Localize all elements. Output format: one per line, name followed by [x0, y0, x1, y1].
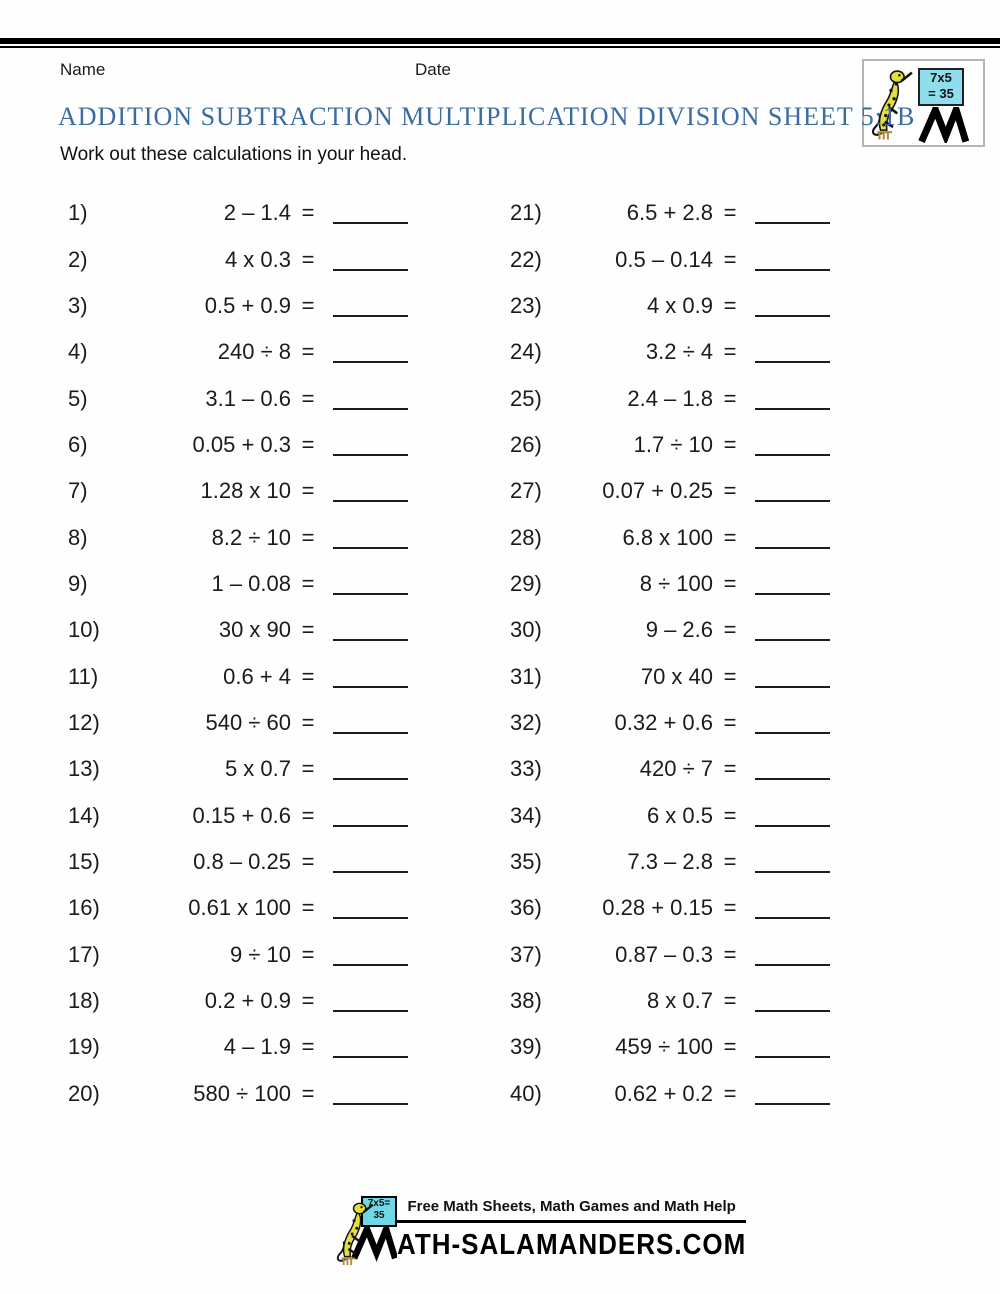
- equals-sign: =: [301, 1080, 315, 1106]
- answer-blank: [755, 408, 830, 410]
- problem-number: 9): [68, 570, 88, 596]
- equals-sign: =: [723, 524, 737, 550]
- problem-row: [510, 1024, 830, 1070]
- answer-blank: [333, 547, 408, 549]
- problem-expression: 580 ÷ 100: [193, 1080, 291, 1106]
- problem-number: 40): [510, 1080, 542, 1106]
- problem-expression: 0.5 – 0.14: [615, 246, 713, 272]
- problem-number: 31): [510, 663, 542, 689]
- problem-expression: 0.28 + 0.15: [602, 895, 713, 921]
- answer-blank: [333, 871, 408, 873]
- page-title: ADDITION SUBTRACTION MULTIPLICATION DIVISION SHEET 5:1B: [58, 102, 916, 131]
- problem-expression: 5 x 0.7: [224, 756, 291, 782]
- problem-expression: 1.7 ÷ 10: [633, 431, 713, 457]
- problem-expression: 0.61 x 100: [188, 895, 291, 921]
- answer-blank: [333, 315, 408, 317]
- problem-expression: 0.07 + 0.25: [602, 478, 713, 504]
- answer-blank: [333, 222, 408, 224]
- answer-blank: [755, 825, 830, 827]
- problem-expression: 0.8 – 0.25: [193, 848, 291, 874]
- answer-blank: [333, 269, 408, 271]
- problem-expression: 8 ÷ 100: [639, 570, 713, 596]
- problem-expression: 6.5 + 2.8: [626, 200, 713, 226]
- problem-row: [510, 700, 830, 746]
- problem-row: [68, 283, 408, 329]
- equals-sign: =: [301, 895, 315, 921]
- problem-number: 32): [510, 709, 542, 735]
- problem-number: 7): [68, 478, 88, 504]
- answer-blank: [333, 917, 408, 919]
- problem-number: 22): [510, 246, 542, 272]
- answer-blank: [333, 500, 408, 502]
- problem-expression: 2.4 – 1.8: [627, 385, 713, 411]
- equals-sign: =: [723, 1034, 737, 1060]
- answer-blank: [755, 639, 830, 641]
- chalkboard-icon: [918, 68, 964, 106]
- footer-text-block: [397, 1196, 746, 1268]
- problem-row: [510, 885, 830, 931]
- problem-number: 10): [68, 617, 100, 643]
- problem-row: [68, 1024, 408, 1070]
- date-label: Date: [415, 60, 451, 79]
- problem-expression: 1.28 x 10: [200, 478, 291, 504]
- problem-expression: 9 – 2.6: [645, 617, 713, 643]
- problem-row: [510, 422, 830, 468]
- problem-expression: 0.05 + 0.3: [192, 431, 291, 457]
- answer-blank: [333, 1010, 408, 1012]
- problem-expression: 0.32 + 0.6: [614, 709, 713, 735]
- equals-sign: =: [301, 431, 315, 457]
- problem-number: 34): [510, 802, 542, 828]
- problem-row: [68, 746, 408, 792]
- equals-sign: =: [301, 988, 315, 1014]
- problem-number: 24): [510, 339, 542, 365]
- footer-salamander-icon: [333, 1200, 375, 1266]
- problem-number: 25): [510, 385, 542, 411]
- problem-number: 3): [68, 292, 88, 318]
- answer-blank: [755, 1010, 830, 1012]
- problem-expression: 70 x 40: [640, 663, 713, 689]
- problems-column-left: [68, 190, 408, 1117]
- chalkboard-line2: = 35: [928, 86, 954, 102]
- problem-number: 33): [510, 756, 542, 782]
- problem-row: [68, 561, 408, 607]
- answer-blank: [333, 1103, 408, 1105]
- problem-row: [510, 329, 830, 375]
- answer-blank: [755, 917, 830, 919]
- answer-blank: [333, 361, 408, 363]
- problem-expression: 240 ÷ 8: [217, 339, 291, 365]
- equals-sign: =: [723, 663, 737, 689]
- problem-row: [68, 839, 408, 885]
- footer-brand-row: [351, 1224, 746, 1262]
- equals-sign: =: [301, 292, 315, 318]
- problem-row: [510, 978, 830, 1024]
- equals-sign: =: [723, 246, 737, 272]
- problem-number: 11): [68, 663, 99, 689]
- problem-number: 19): [68, 1034, 100, 1060]
- answer-blank: [755, 1103, 830, 1105]
- problem-row: [510, 190, 830, 236]
- problem-expression: 0.62 + 0.2: [614, 1080, 713, 1106]
- equals-sign: =: [301, 200, 315, 226]
- problem-expression: 0.5 + 0.9: [204, 292, 291, 318]
- problem-number: 27): [510, 478, 542, 504]
- equals-sign: =: [723, 570, 737, 596]
- problem-row: [68, 190, 408, 236]
- footer-rule: [397, 1220, 746, 1223]
- answer-blank: [333, 639, 408, 641]
- problem-expression: 0.6 + 4: [223, 663, 291, 689]
- problems-column-right: [510, 190, 830, 1117]
- equals-sign: =: [301, 1034, 315, 1060]
- equals-sign: =: [723, 848, 737, 874]
- equals-sign: =: [301, 709, 315, 735]
- equals-sign: =: [723, 431, 737, 457]
- problem-expression: 7.3 – 2.8: [627, 848, 713, 874]
- answer-blank: [333, 593, 408, 595]
- equals-sign: =: [723, 988, 737, 1014]
- problem-row: [68, 514, 408, 560]
- problem-number: 38): [510, 988, 542, 1014]
- problem-number: 36): [510, 895, 542, 921]
- answer-blank: [333, 1056, 408, 1058]
- top-double-rule: [0, 38, 1000, 48]
- problem-expression: 30 x 90: [218, 617, 291, 643]
- equals-sign: =: [723, 941, 737, 967]
- answer-blank: [755, 547, 830, 549]
- problem-row: [68, 329, 408, 375]
- footer-logo: [333, 1196, 397, 1268]
- answer-blank: [333, 454, 408, 456]
- footer-brand-text: ATH-SALAMANDERS.COM: [397, 1227, 747, 1261]
- problem-number: 8): [68, 524, 88, 550]
- problem-number: 2): [68, 246, 88, 272]
- problem-row: [510, 375, 830, 421]
- problem-expression: 8.2 ÷ 10: [211, 524, 291, 550]
- footer-tagline: Free Math Sheets, Math Games and Math Help: [407, 1198, 736, 1215]
- problem-expression: 420 ÷ 7: [639, 756, 713, 782]
- answer-blank: [755, 361, 830, 363]
- problem-expression: 6.8 x 100: [622, 524, 713, 550]
- problem-row: [510, 514, 830, 560]
- problem-number: 1): [68, 200, 88, 226]
- problem-row: [68, 607, 408, 653]
- problem-row: [68, 885, 408, 931]
- chalkboard-line1: 7x5: [930, 70, 952, 85]
- problem-expression: 8 x 0.7: [646, 988, 713, 1014]
- answer-blank: [755, 964, 830, 966]
- problem-number: 15): [68, 848, 100, 874]
- equals-sign: =: [301, 478, 315, 504]
- problem-row: [510, 468, 830, 514]
- equals-sign: =: [301, 802, 315, 828]
- problem-row: [68, 653, 408, 699]
- problem-row: [68, 700, 408, 746]
- footer-chalkboard-line1: 7x5=: [367, 1198, 391, 1209]
- problem-expression: 4 x 0.9: [646, 292, 713, 318]
- problem-number: 6): [68, 431, 88, 457]
- equals-sign: =: [301, 385, 315, 411]
- answer-blank: [333, 686, 408, 688]
- problem-expression: 9 ÷ 10: [229, 941, 291, 967]
- answer-blank: [755, 871, 830, 873]
- problem-row: [510, 236, 830, 282]
- answer-blank: [333, 825, 408, 827]
- problem-expression: 0.87 – 0.3: [615, 941, 713, 967]
- answer-blank: [755, 732, 830, 734]
- equals-sign: =: [301, 617, 315, 643]
- problem-row: [68, 932, 408, 978]
- problem-expression: 2 – 1.4: [223, 200, 291, 226]
- equals-sign: =: [723, 895, 737, 921]
- problem-row: [510, 839, 830, 885]
- answer-blank: [755, 315, 830, 317]
- equals-sign: =: [301, 941, 315, 967]
- problem-number: 17): [68, 941, 100, 967]
- problem-expression: 0.15 + 0.6: [192, 802, 291, 828]
- problem-expression: 4 – 1.9: [223, 1034, 291, 1060]
- footer-chalkboard-line2: 35: [373, 1210, 385, 1221]
- name-label: Name: [60, 60, 106, 79]
- problem-number: 5): [68, 385, 88, 411]
- answer-blank: [755, 593, 830, 595]
- problem-number: 29): [510, 570, 542, 596]
- problem-number: 35): [510, 848, 542, 874]
- problem-expression: 6 x 0.5: [646, 802, 713, 828]
- answer-blank: [755, 686, 830, 688]
- problem-expression: 3.2 ÷ 4: [645, 339, 713, 365]
- problem-number: 23): [510, 292, 542, 318]
- answer-blank: [755, 500, 830, 502]
- problem-number: 28): [510, 524, 542, 550]
- problem-expression: 3.1 – 0.6: [205, 385, 291, 411]
- problem-number: 18): [68, 988, 100, 1014]
- problem-row: [68, 375, 408, 421]
- problem-row: [510, 561, 830, 607]
- problem-row: [68, 468, 408, 514]
- answer-blank: [755, 778, 830, 780]
- equals-sign: =: [723, 200, 737, 226]
- problem-row: [68, 1071, 408, 1117]
- problem-row: [510, 746, 830, 792]
- equals-sign: =: [301, 246, 315, 272]
- problem-row: [510, 1071, 830, 1117]
- equals-sign: =: [723, 385, 737, 411]
- equals-sign: =: [301, 524, 315, 550]
- answer-blank: [755, 454, 830, 456]
- equals-sign: =: [723, 339, 737, 365]
- equals-sign: =: [723, 709, 737, 735]
- equals-sign: =: [301, 848, 315, 874]
- problem-number: 21): [510, 200, 542, 226]
- equals-sign: =: [723, 802, 737, 828]
- problem-number: 12): [68, 709, 100, 735]
- problem-row: [510, 932, 830, 978]
- problem-row: [68, 236, 408, 282]
- problem-expression: 459 ÷ 100: [615, 1034, 713, 1060]
- m-logo-icon: [910, 107, 976, 143]
- problem-row: [68, 978, 408, 1024]
- answer-blank: [755, 269, 830, 271]
- answer-blank: [333, 408, 408, 410]
- equals-sign: =: [301, 339, 315, 365]
- answer-blank: [755, 1056, 830, 1058]
- problem-number: 26): [510, 431, 542, 457]
- problem-number: 13): [68, 756, 100, 782]
- problem-expression: 540 ÷ 60: [205, 709, 291, 735]
- problem-number: 30): [510, 617, 542, 643]
- problem-row: [68, 422, 408, 468]
- equals-sign: =: [301, 570, 315, 596]
- problem-number: 16): [68, 895, 100, 921]
- answer-blank: [333, 732, 408, 734]
- equals-sign: =: [723, 756, 737, 782]
- problem-row: [68, 792, 408, 838]
- footer-brand: [333, 1196, 747, 1268]
- equals-sign: =: [723, 478, 737, 504]
- answer-blank: [333, 964, 408, 966]
- equals-sign: =: [723, 617, 737, 643]
- problem-expression: 1 – 0.08: [211, 570, 291, 596]
- problem-expression: 0.2 + 0.9: [204, 988, 291, 1014]
- problem-row: [510, 283, 830, 329]
- equals-sign: =: [301, 663, 315, 689]
- problem-number: 37): [510, 941, 542, 967]
- equals-sign: =: [723, 292, 737, 318]
- problem-number: 14): [68, 802, 100, 828]
- problem-row: [510, 653, 830, 699]
- answer-blank: [333, 778, 408, 780]
- answer-blank: [755, 222, 830, 224]
- instructions-text: Work out these calculations in your head.: [60, 144, 408, 165]
- problem-row: [510, 792, 830, 838]
- equals-sign: =: [723, 1080, 737, 1106]
- equals-sign: =: [301, 756, 315, 782]
- problem-number: 39): [510, 1034, 542, 1060]
- problem-row: [510, 607, 830, 653]
- problem-number: 20): [68, 1080, 100, 1106]
- problem-number: 4): [68, 339, 88, 365]
- problem-expression: 4 x 0.3: [224, 246, 291, 272]
